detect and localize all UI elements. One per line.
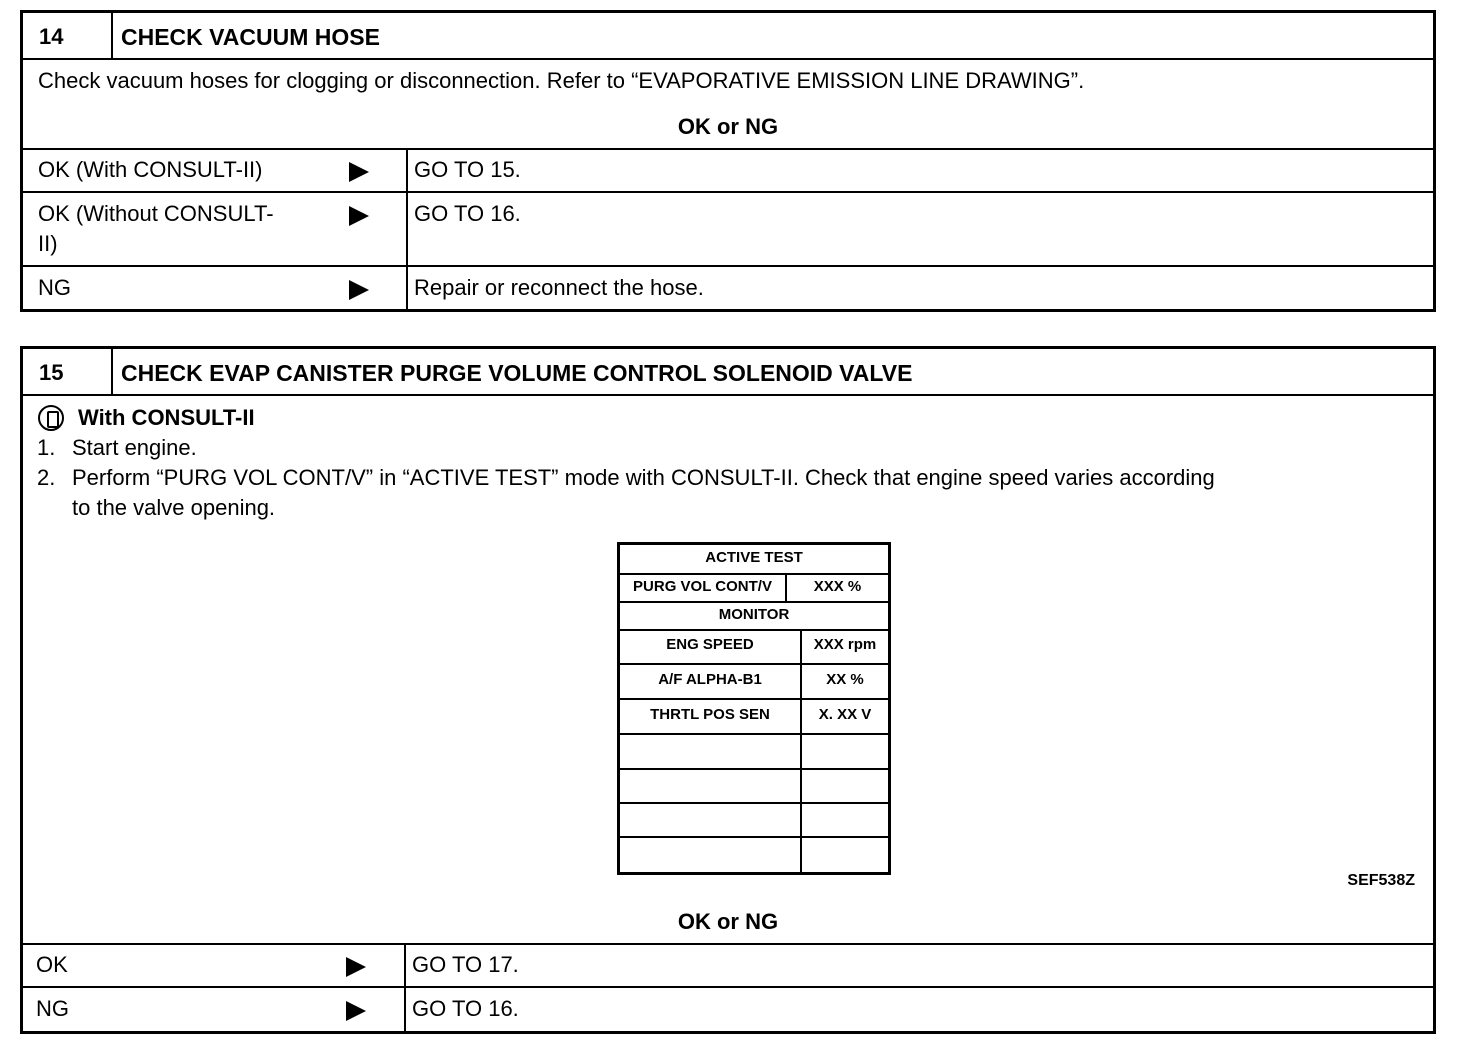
step-title: CHECK VACUUM HOSE xyxy=(121,24,380,50)
divider xyxy=(23,986,1433,988)
outcome-column-divider xyxy=(406,148,408,312)
monitor-item-value: XXX rpm xyxy=(813,636,877,653)
outcome-column-divider xyxy=(404,943,406,1034)
divider xyxy=(620,836,888,838)
outcome-action: Repair or reconnect the hose. xyxy=(414,275,704,300)
with-consult-label: With CONSULT-II xyxy=(78,405,255,430)
monitor-item-label: THRTL POS SEN xyxy=(650,706,770,723)
divider xyxy=(23,265,1433,267)
outcome-condition-continued: II) xyxy=(38,231,58,256)
arrow-right-icon xyxy=(346,1001,366,1021)
instruction-number: 1. xyxy=(37,435,56,460)
result-label: OK or NG xyxy=(677,114,779,139)
step-14-panel xyxy=(20,10,1436,312)
outcome-action: GO TO 16. xyxy=(414,201,521,226)
monitor-header: MONITOR xyxy=(718,606,790,623)
arrow-right-icon xyxy=(349,162,369,182)
outcome-condition: NG xyxy=(36,996,69,1021)
result-label: OK or NG xyxy=(677,909,779,934)
step-number: 15 xyxy=(39,360,64,385)
divider xyxy=(620,768,888,770)
outcome-action: GO TO 17. xyxy=(412,952,519,977)
outcome-action: GO TO 16. xyxy=(412,996,519,1021)
outcome-condition: OK (Without CONSULT- xyxy=(38,201,274,226)
divider xyxy=(23,394,1433,396)
arrow-right-icon xyxy=(346,957,366,977)
divider xyxy=(23,148,1433,150)
figure-id: SEF538Z xyxy=(1347,872,1415,889)
outcome-action: GO TO 15. xyxy=(414,157,521,182)
step-number: 14 xyxy=(39,24,64,49)
arrow-right-icon xyxy=(349,280,369,300)
instruction-text: Perform “PURG VOL CONT/V” in “ACTIVE TEST” mode with CONSULT-II. Check that engine speed varies according xyxy=(72,465,1215,490)
outcome-condition: OK (With CONSULT-II) xyxy=(38,157,263,182)
instruction-text-continued: to the valve opening. xyxy=(72,495,276,520)
outcome-condition: NG xyxy=(38,275,71,300)
divider xyxy=(620,601,888,603)
divider xyxy=(620,733,888,735)
divider xyxy=(620,629,888,631)
outcome-condition: OK xyxy=(36,952,68,977)
monitor-item-label: ENG SPEED xyxy=(666,636,754,653)
step-body-text: Check vacuum hoses for clogging or disconnection. Refer to “EVAPORATIVE EMISSION LINE DRAWING”. xyxy=(38,68,1085,93)
step-15-panel xyxy=(20,346,1436,1034)
header-divider xyxy=(111,349,113,394)
monitor-item-label: A/F ALPHA-B1 xyxy=(658,671,762,688)
active-test-figure xyxy=(617,542,891,875)
monitor-item-value: X. XX V xyxy=(818,706,872,723)
header-divider xyxy=(111,13,113,58)
consult-ii-icon xyxy=(38,405,64,431)
divider xyxy=(620,663,888,665)
divider xyxy=(620,573,888,575)
step-title: CHECK EVAP CANISTER PURGE VOLUME CONTROL SOLENOID VALVE xyxy=(121,360,913,386)
arrow-right-icon xyxy=(349,206,369,226)
active-test-header: ACTIVE TEST xyxy=(705,549,803,566)
instruction-text: Start engine. xyxy=(72,435,197,460)
divider xyxy=(23,58,1433,60)
divider xyxy=(23,943,1433,945)
active-test-value: XXX % xyxy=(813,578,862,595)
instruction-number: 2. xyxy=(37,465,56,490)
divider xyxy=(620,802,888,804)
divider xyxy=(23,191,1433,193)
active-test-item: PURG VOL CONT/V xyxy=(633,578,772,595)
divider xyxy=(620,698,888,700)
monitor-item-value: XX % xyxy=(826,671,864,688)
